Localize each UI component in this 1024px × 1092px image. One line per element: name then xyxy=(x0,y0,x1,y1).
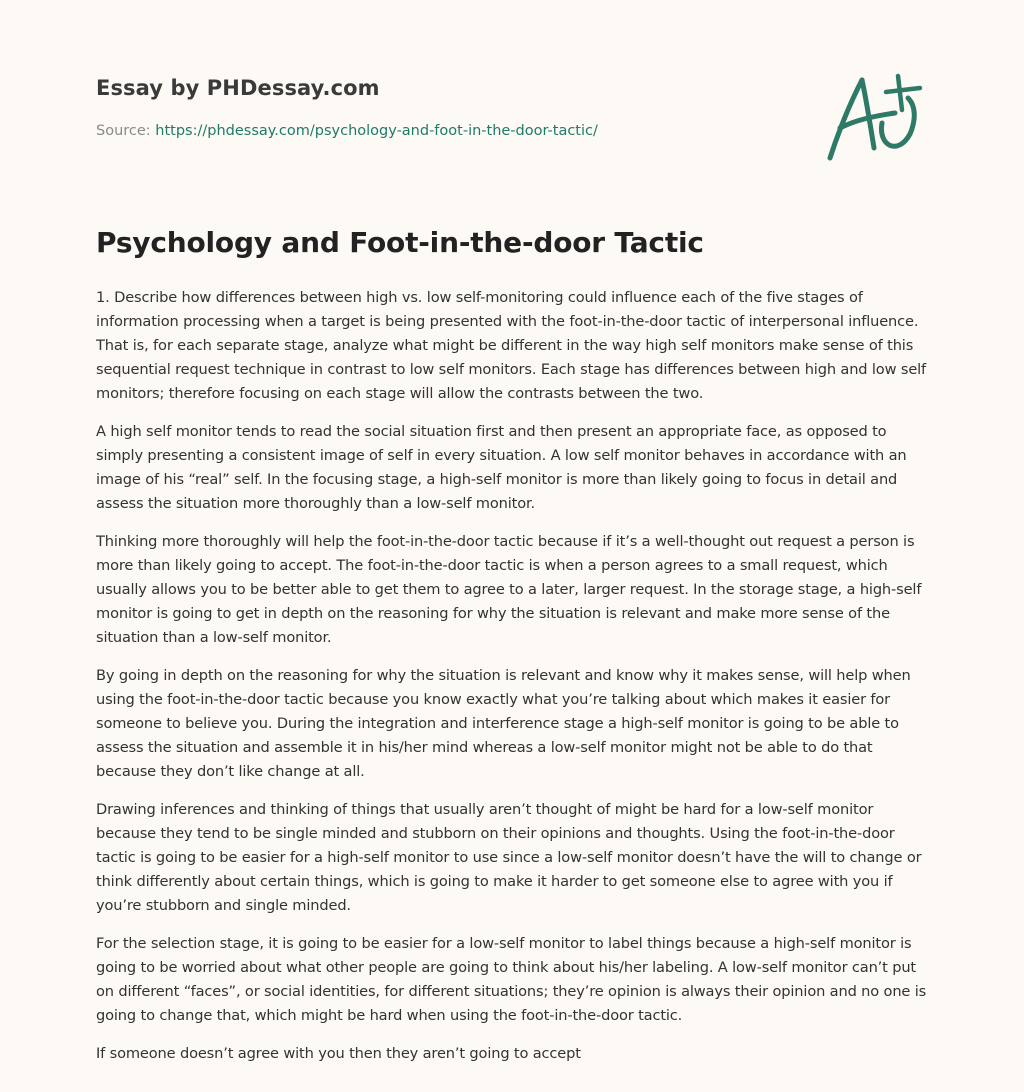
source-line xyxy=(96,123,598,139)
essay-paragraph: Thinking more thoroughly will help the foot-in-the-door tactic because if it’s a well-thought out request a person is more than likely going to accept. The foot-in-the-door tactic is when a person agrees to a small request, which usually allows you to be better able to get them to agree to a later, larger request. In the storage stage, a high-self monitor is going to get in depth on the reasoning for why the situation is relevant and make more sense of the situation than a low-self monitor. xyxy=(96,533,922,646)
source-label: Source: xyxy=(96,123,151,139)
a-plus-logo-icon xyxy=(820,68,930,168)
essay-paragraph: For the selection stage, it is going to be easier for a low-self monitor to label things because a high-self monitor is going to be worried about what other people are going to think about his/her labeling. A low-self monitor can’t put on different “faces”, or social identities, for different situations; they’re opinion is always their opinion and no one is going to change that, which might be hard when using the foot-in-the-door tactic. xyxy=(96,935,927,1024)
essay-paragraph: Drawing inferences and thinking of things that usually aren’t thought of might be hard for a low-self monitor because they tend to be single minded and stubborn on their opinions and thoughts. Using the foot-in-the-door tactic is going to be easier for a high-self monitor to use since a low-self monitor doesn’t have the will to change or think differently about certain things, which is going to make it harder to get someone else to agree with you if you’re stubborn and single minded. xyxy=(96,801,922,914)
source-link[interactable]: https://phdessay.com/psychology-and-foot-in-the-door-tactic/ xyxy=(155,123,598,139)
essay-paragraph: If someone doesn’t agree with you then they aren’t going to accept xyxy=(96,1045,581,1062)
essay-title: Psychology and Foot-in-the-door Tactic xyxy=(96,226,704,259)
site-title: Essay by PHDessay.com xyxy=(96,76,380,100)
essay-paragraph: By going in depth on the reasoning for why the situation is relevant and know why it makes sense, will help when using the foot-in-the-door tactic because you know exactly what you’re talking about which makes it easier for someone to believe you. During the integration and interference stage a high-self monitor is going to be able to assess the situation and assemble it in his/her mind whereas a low-self monitor might not be able to do that because they don’t like change at all. xyxy=(96,667,911,780)
essay-paragraph: A high self monitor tends to read the social situation first and then present an appropriate face, as opposed to simply presenting a consistent image of self in every situation. A low self monitor behaves in accordance with an image of his “real” self. In the focusing stage, a high-self monitor is more than likely going to focus in detail and assess the situation more thoroughly than a low-self monitor. xyxy=(96,423,907,512)
essay-paragraph: 1. Describe how differences between high vs. low self-monitoring could influence each of the five stages of information processing when a target is being presented with the foot-in-the-door tactic of interpersonal influence. That is, for each separate stage, analyze what might be different in the way high self monitors make sense of this sequential request technique in contrast to low self monitors. Each stage has differences between high and low self monitors; therefore focusing on each stage will allow the contrasts between the two. xyxy=(96,289,927,402)
essay-body xyxy=(96,286,932,1080)
